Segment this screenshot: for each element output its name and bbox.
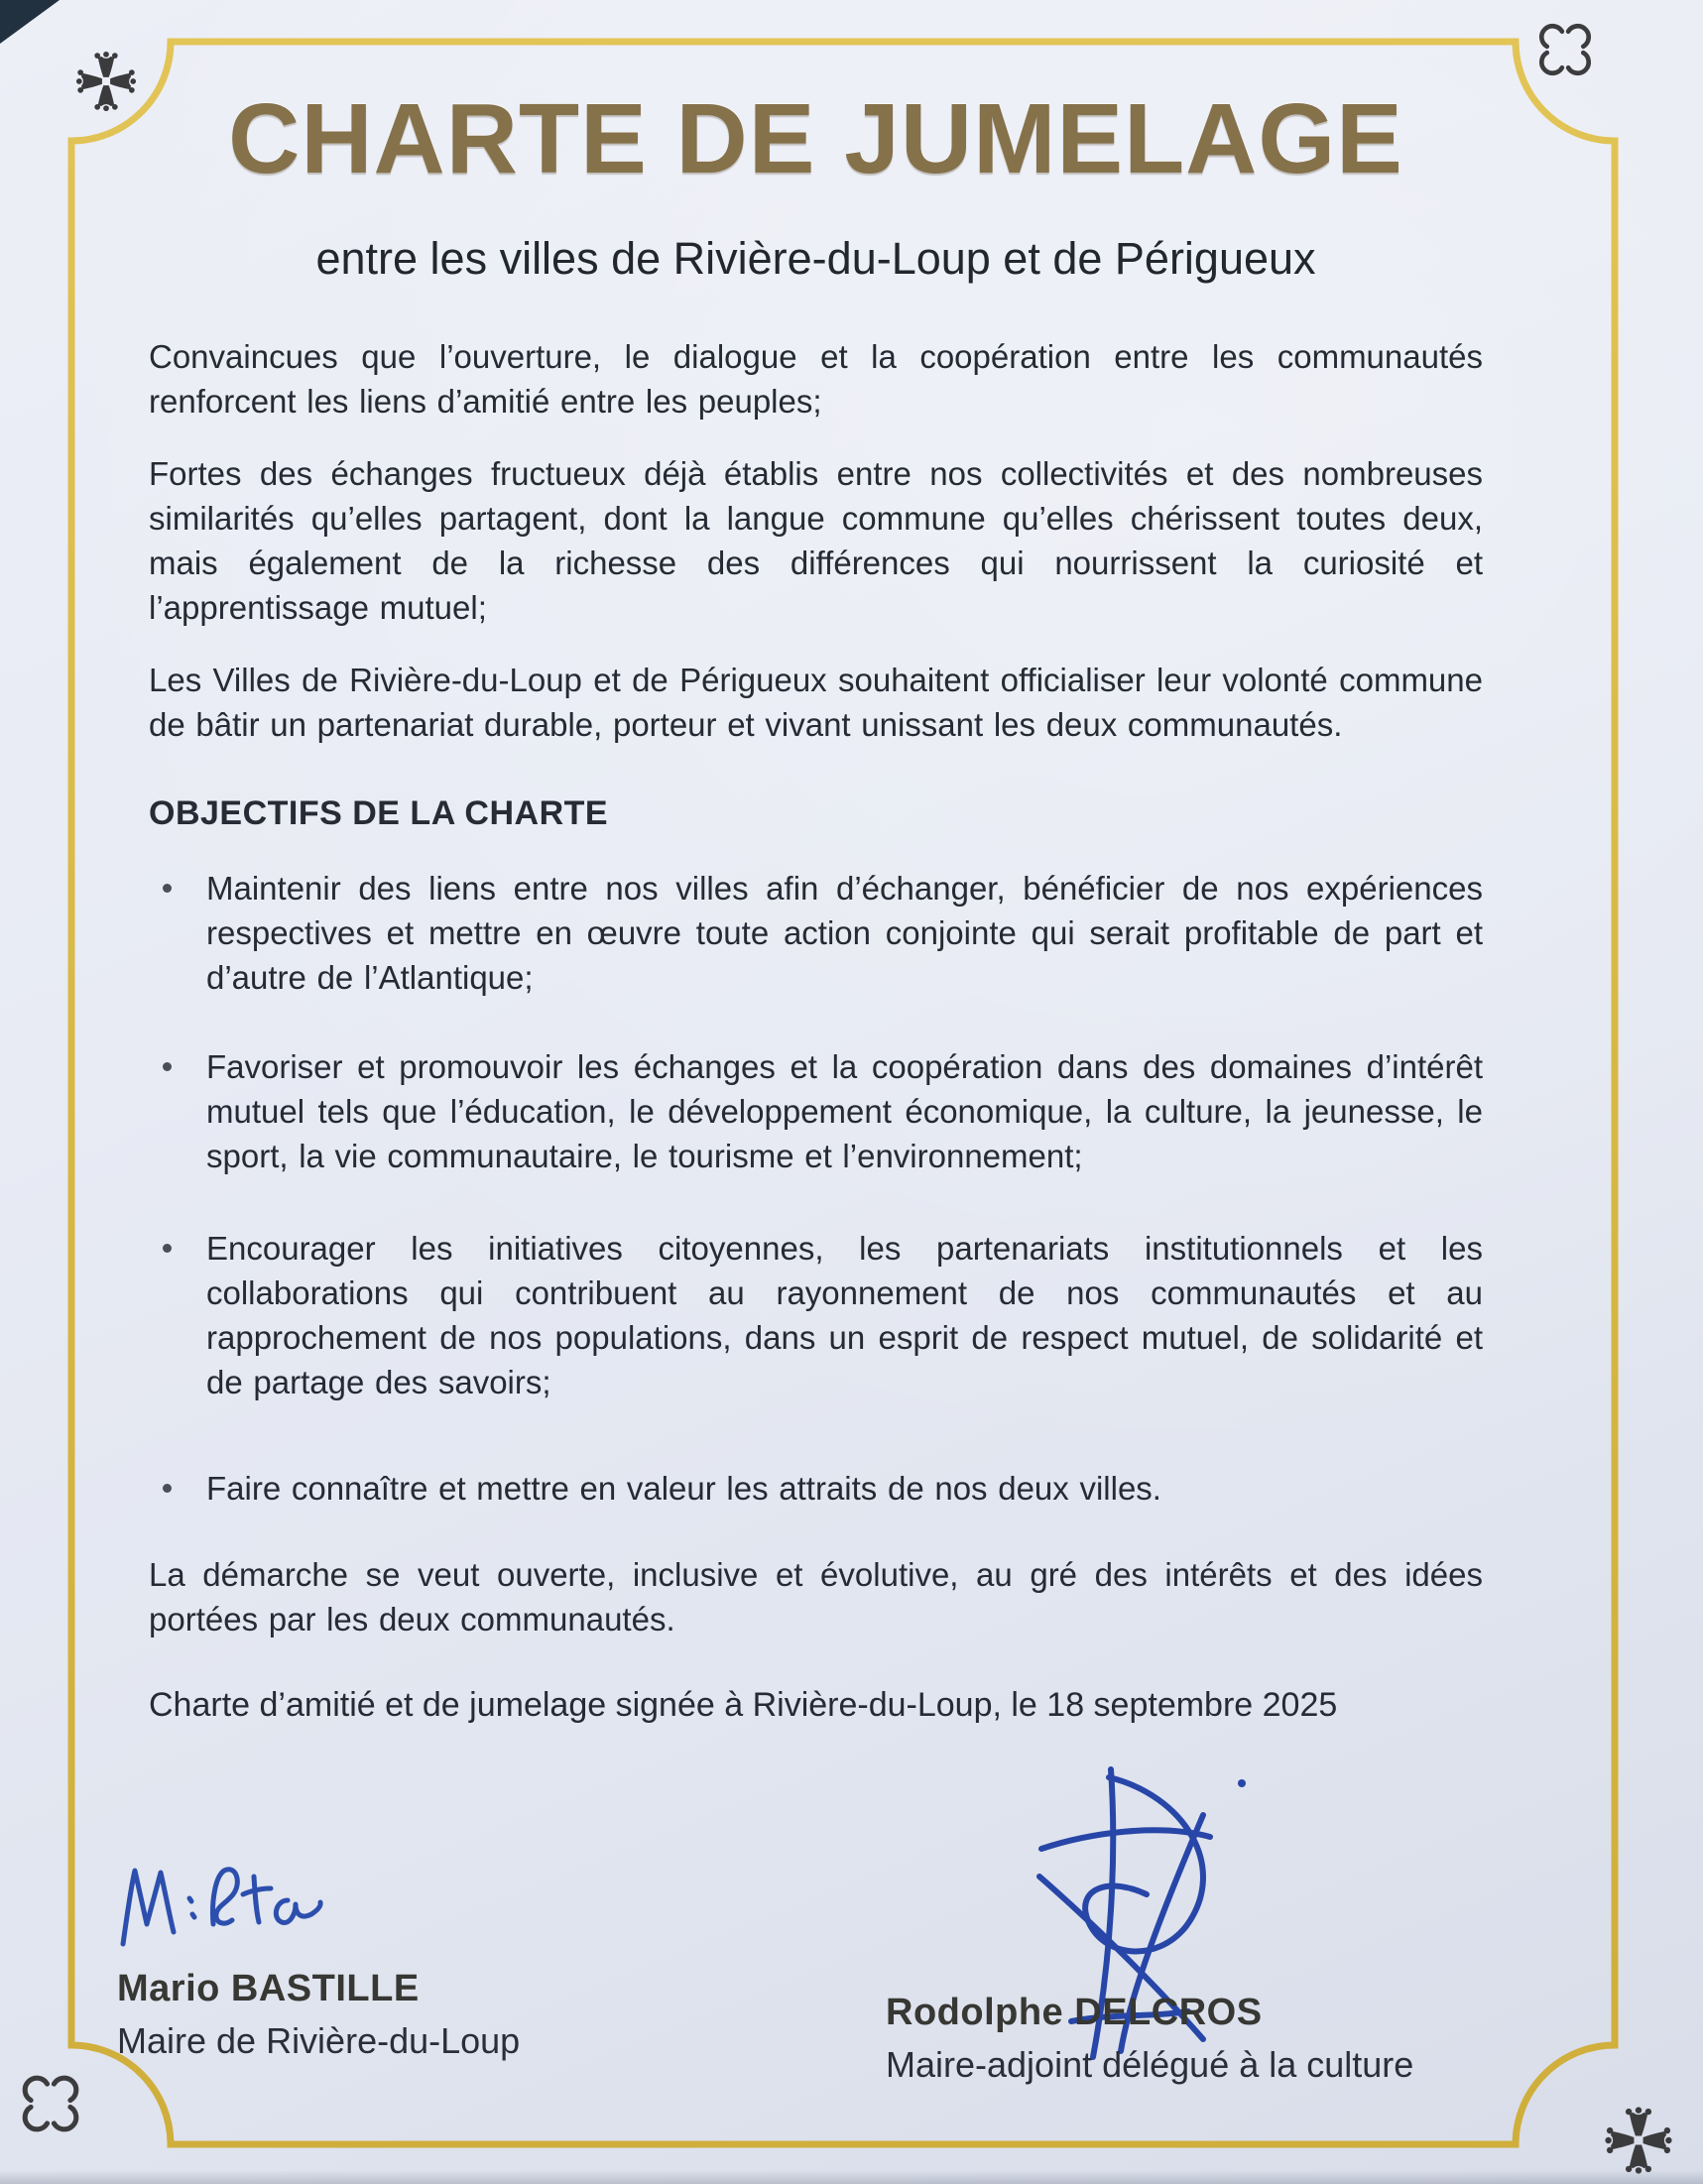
bullet-icon <box>163 1244 172 1253</box>
signature-block-right <box>886 1990 1413 2087</box>
charter-content <box>149 84 1483 1728</box>
quad-arc-motif-icon <box>14 2067 87 2140</box>
signature-ink-mario-bastille <box>117 1857 325 1961</box>
paragraph-convictions: Convaincues que l’ouverture, le dialogue et la coopération entre les communautés renforcent les liens d’amitié entre les peuples; <box>149 338 1483 420</box>
objective-text: Maintenir des liens entre nos villes afin d’échanger, bénéficier de nos expériences respectives et mettre en œuvre toute action conjointe qui serait profitable de part et d’autre de l’Atlantique; <box>206 870 1483 996</box>
paragraph-exchanges: Fortes des échanges fructueux déjà établis entre nos collectivités et des nombreuses similarités qu’elles partagent, dont la langue commune qu’elles chérissent toutes deux, mais également de la richesse des différences qui nourrissent la curiosité et l’apprentissage mutuel; <box>149 455 1483 626</box>
signer-role: Maire de Rivière-du-Loup <box>117 2020 521 2061</box>
list-item <box>149 1044 1483 1178</box>
objectives-list <box>149 866 1483 1511</box>
page-title: CHARTE DE JUMELAGE <box>228 83 1403 194</box>
signer-name: Rodolphe DELCROS <box>886 1992 1263 2033</box>
signer-name: Mario BASTILLE <box>117 1968 420 2009</box>
bullet-icon <box>163 1484 172 1493</box>
objective-text: Faire connaître et mettre en valeur les attraits de nos deux villes. <box>206 1470 1161 1507</box>
list-item <box>149 866 1483 1000</box>
list-item <box>149 1466 1483 1511</box>
closing-paragraph: La démarche se veut ouverte, inclusive et évolutive, au gré des intérêts et des idées portées par les deux communautés. <box>149 1556 1483 1638</box>
bullet-icon <box>163 1062 172 1071</box>
objective-text: Favoriser et promouvoir les échanges et la coopération dans des domaines d’intérêt mutuel tels que l’éducation, le développement économique, la culture, la jeunesse, le sport, la vie communautaire, le tourisme et l’environnement; <box>206 1048 1483 1174</box>
objective-text: Encourager les initiatives citoyennes, les partenariats institutionnels et les collaborations qui contribuent au rayonnement de nos communautés et au rapprochement de nos populations, dans un esprit de respect mutuel, de solidarité et de partage des savoirs; <box>206 1230 1483 1400</box>
occitan-cross-icon <box>1601 2103 1676 2178</box>
page-subtitle: entre les villes de Rivière-du-Loup et de Périgueux <box>315 233 1316 284</box>
bullet-icon <box>163 884 172 893</box>
objectives-heading: OBJECTIFS DE LA CHARTE <box>149 794 609 832</box>
paragraph-intent: Les Villes de Rivière-du-Loup et de Périgueux souhaitent officialiser leur volonté commune de bâtir un partenariat durable, porteur et vivant unissant les deux communautés. <box>149 662 1483 743</box>
quad-arc-motif-icon <box>1531 16 1599 83</box>
signer-role: Maire-adjoint délégué à la culture <box>886 2044 1414 2085</box>
signing-date-line: Charte d’amitié et de jumelage signée à Rivière-du-Loup, le 18 septembre 2025 <box>149 1686 1338 1724</box>
list-item <box>149 1226 1483 1404</box>
signature-block-left <box>117 1966 520 2063</box>
occitan-cross-icon <box>72 48 140 115</box>
